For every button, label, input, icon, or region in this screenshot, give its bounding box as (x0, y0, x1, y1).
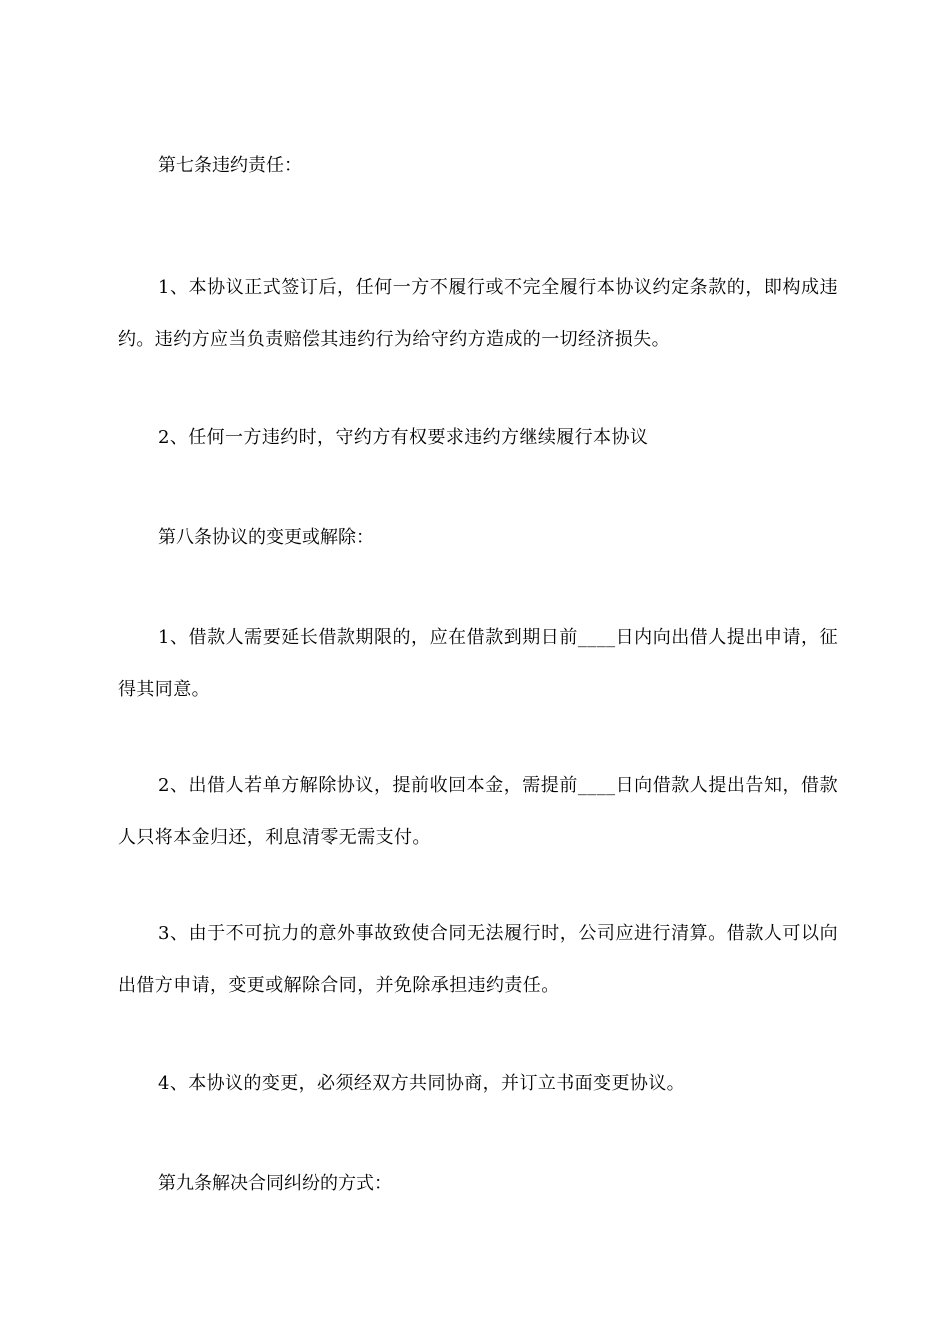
article-8-clause-1: 1、借款人需要延长借款期限的，应在借款到期日前____日内向出借人提出申请，征得其同意。 (118, 627, 838, 700)
article-9-heading: 第九条解决合同纠纷的方式： (158, 1173, 392, 1194)
article-8-clause-4: 4、本协议的变更，必须经双方共同协商，并订立书面变更协议。 (158, 1073, 686, 1094)
article-8-clause-3: 3、由于不可抗力的意外事故致使合同无法履行时，公司应进行清算。借款人可以向出借方申请，变更或解除合同，并免除承担违约责任。 (118, 923, 838, 996)
article-8-clause-2: 2、出借人若单方解除协议，提前收回本金，需提前____日向借款人提出告知，借款人只将本金归还，利息清零无需支付。 (118, 775, 838, 848)
article-7-clause-1: 1、本协议正式签订后，任何一方不履行或不完全履行本协议约定条款的，即构成违约。违约方应当负责赔偿其违约行为给守约方造成的一切经济损失。 (118, 277, 838, 350)
article-8-heading: 第八条协议的变更或解除： (158, 527, 374, 548)
article-7-heading: 第七条违约责任： (158, 155, 302, 176)
article-7-clause-2: 2、任何一方违约时，守约方有权要求违约方继续履行本协议 (158, 427, 649, 448)
